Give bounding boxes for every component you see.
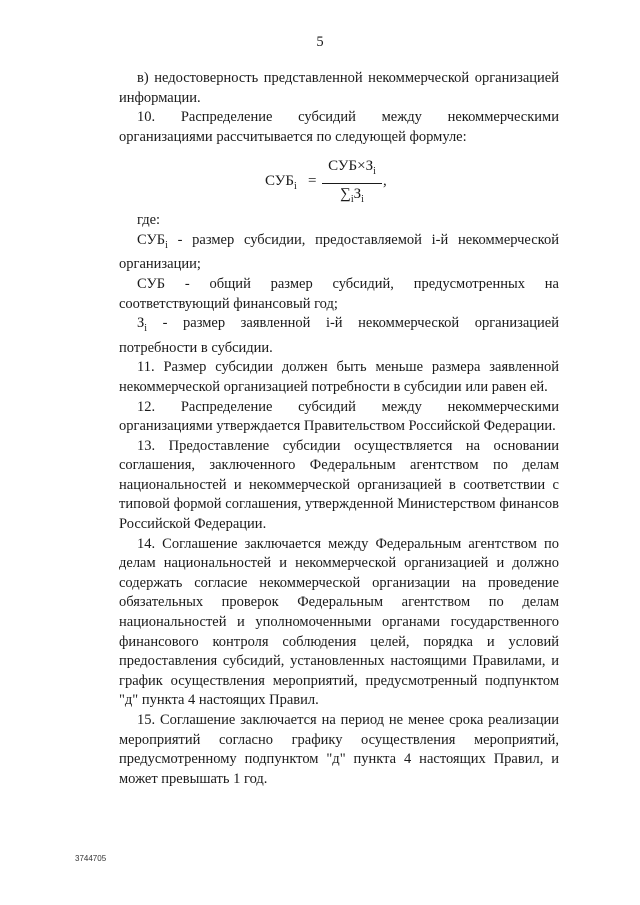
definition-sub-total — [119, 275, 559, 295]
paragraph-13: 13. Предоставление субсидии осуществляется на основании соглашения, заключенного Федеральным агентством по делам национальностей и некоммерческой организацией в соответствии с типовой формой соглашения, утвержденной Министерством финансов Российской Федерации. — [119, 437, 559, 533]
paragraph-11: 11. Размер субсидии должен быть меньше размера заявленной некоммерческой организацией потребности в субсидии или равен ей. — [119, 359, 559, 395]
formula-equals: = — [308, 173, 317, 190]
definition-z-i: $З_i$ - размер заявленной i-й некоммерческой организацией потребности в субсидии. — [119, 315, 559, 356]
formula-comma: , — [383, 173, 387, 190]
paragraph-14: 14. Соглашение заключается между Федеральным агентством по делам национальностей и некоммерческой организацией и должно содержать согласие некоммерческой организации на проведение обязательных проверок Федеральным агентством по делам национальностей и уполномоченными органами государственного финансового контроля соблюдения целей, порядка и условий предоставления субсидий, установленных настоящими Правилами, и график осуществления мероприятий, предусмотренный подпунктом "д" пункта 4 настоящих Правил. — [119, 535, 559, 709]
paragraph-12: 12. Распределение субсидий между некоммерческими организациями утверждается Правительством Российской Федерации. — [119, 398, 559, 435]
formula-denominator: $\sum_iЗ_i$ — [340, 185, 364, 205]
definition-sub-total-line2: соответствующий финансовый год; — [119, 295, 338, 312]
paragraph-15: 15. Соглашение заключается на период не менее срока реализации мероприятий согласно графику осуществления мероприятий, предусмотренному подпунктом "д" пункта 4 настоящих Правил, и может превышать 1 год. — [119, 712, 559, 787]
definition-sub-total-line1: СУБ - общий размер субсидий, предусмотренных на — [137, 276, 559, 293]
formula-fraction — [322, 157, 382, 209]
page-number: 5 — [316, 34, 324, 50]
definition-sub-i: $СУБ_i$ - размер субсидии, предоставляемой i-й некоммерческой организации; — [119, 231, 559, 273]
distribution-formula — [119, 157, 559, 203]
formula-numerator: $СУБ\times З_i$ — [322, 157, 382, 184]
paragraph-item-v: в) недостоверность представленной некоммерческой организацией информации. — [119, 70, 559, 106]
document-code: 3744705 — [75, 854, 107, 863]
where-label: где: — [137, 212, 161, 229]
formula-lhs: $СУБ_i$ — [265, 173, 297, 193]
document-body — [119, 69, 559, 789]
paragraph-10: 10. Распределение субсидий между некоммерческими организациями рассчитывается по следующей формуле: — [119, 109, 559, 145]
